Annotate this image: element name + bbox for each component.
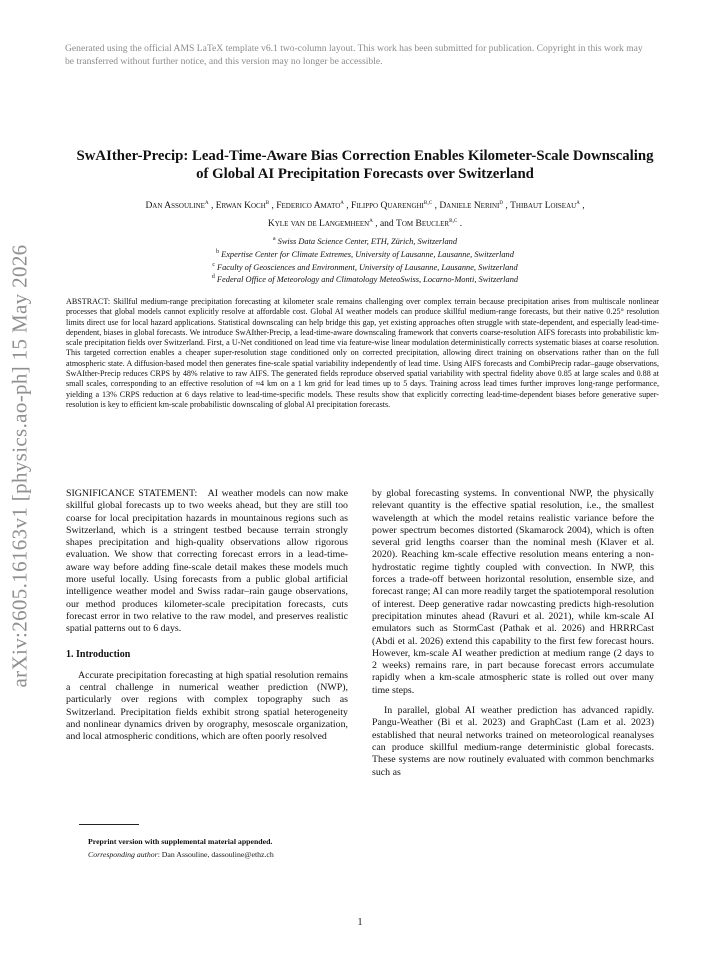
intro-paragraph: Accurate precipitation forecasting at high spatial resolution remains a central challenge in numerical weather prediction (NWP), particularly over regions with complex topography such as Switzerland. Precipitation fields exhibit strong spatial heterogeneity and nonlinear dynamics driven by orography, mesoscale organization, and local atmospheric conditions, which are often poorly resolved xyxy=(66,669,348,743)
paper-title: SwAIther-Precip: Lead-Time-Aware Bias Correction Enables Kilometer-Scale Downscaling of Global AI Precipitation Forecasts over Switzerland xyxy=(76,148,654,182)
preprint-note: Preprint version with supplemental material appended. xyxy=(88,837,273,846)
significance-text: AI weather models can now make skillful global forecasts up to two weeks ahead, but they are still too coarse for local precipitation hazards in mountainous regions such as Switzerland, which is a stringent testbed because terrain strongly shapes precipitation and high-quality observations allow rigorous evaluation. We show that correcting forecast errors in a lead-time-aware way before adding fine-scale detail makes these models much more useful locally. Using forecasts from a public global artificial intelligence weather model and Swiss radar–rain gauge observations, our method produces kilometer-scale precipitation forecasts, cuts forecast error in two relative to the raw model, and preserves realistic spatial patterns out to 6 days. xyxy=(66,488,348,635)
footnote xyxy=(88,836,358,861)
affiliation: $^a$ Swiss Data Science Center, ETH, Zürich, Switzerland xyxy=(272,236,458,246)
author: Erwan Koch$^b$ xyxy=(215,199,270,212)
affiliations xyxy=(70,234,660,285)
intro-paragraph: In parallel, global AI weather prediction has advanced rapidly. Pangu-Weather (Bi et al. 2023) and GraphCast (Lam et al. 2023) established that neural networks trained on meteorological reanalyses can produce skillful medium-range deterministic global forecasts. These systems are now routinely evaluated with common benchmarks such as xyxy=(372,705,654,778)
author: Kyle van de Langemheen$^a$ xyxy=(267,216,373,229)
author: Daniele Nerini$^d$ xyxy=(439,199,503,212)
significance-label: SIGNIFICANCE STATEMENT: xyxy=(66,488,198,499)
affiliation: $^b$ Expertise Center for Climate Extremes, University of Lausanne, Lausanne, Switzerland xyxy=(216,248,514,259)
author-list: Dan Assouline$^a$ , Erwan Koch$^b$ , Federico Amato$^a$ , Filippo Quarenghi$^{b,c}$ , Daniele Nerini$^d$ , Thibaut Loiseau$^a$ , Kyle van de Langemheen$^a$ , and Tom Beucler$^{b,c}$ . xyxy=(145,199,585,229)
author: Thibaut Loiseau$^a$ xyxy=(510,199,580,212)
author: Federico Amato$^a$ xyxy=(276,199,344,212)
intro-paragraph-continued: by global forecasting systems. In conventional NWP, the physically relevant quantity is the effective spatial resolution, i.e., the smallest wavelength at which the model retains realistic variance before the power spectrum becomes distorted (Skamarock 2004), which is often several grid lengths coarser than the nominal mesh (Klaver et al. 2020). Reaching km-scale effective resolution means entering a non-hydrostatic regime tightly coupled with convection. In NWP, this forces a trade-off between horizontal resolution, ensemble size, and forecast range; AI can more readily target the spatiotemporal resolution of interest. Deep generative radar nowcasting predicts high-resolution precipitation minutes ahead (Ravuri et al. 2021), while km-scale AI emulators such as StormCast (Pathak et al. 2026) and HRRRCast (Abdi et al. 2026) extend this capability to the first few forecast hours. However, km-scale AI weather prediction at medium range (2 days to 2 weeks) remains rare, in part because forecast errors accumulate rapidly when a km-scale atmospheric state is rolled out over many time steps. xyxy=(372,488,654,696)
right-column xyxy=(372,488,654,779)
arxiv-identifier: arXiv:2605.16163v1 [physics.ao-ph] 15 May 2026 xyxy=(7,244,32,688)
arxiv-stamp xyxy=(1,228,39,704)
abstract: ABSTRACT: Skillful medium-range precipitation forecasting at kilometer scale remains challenging over complex terrain because precipitation arises from multiscale nonlinear processes that global models cannot explicitly resolve at affordable cost. Global AI weather models can produce skillful medium-range forecasts, but their native 0.25° resolution limits direct use for local hazard applications. Statistical downscaling can help bridge this gap, yet existing approaches often struggle with state-dependent, and especially lead-time-dependent, biases in global forecasts. We introduce SwAIther-Precip, a lead-time-aware downscaling framework that converts coarse-resolution AIFS forecasts into probabilistic km-scale precipitation fields over Switzerland. First, a U-Net conditioned on lead time via feature-wise linear modulation deterministically corrects systematic biases at coarse resolution. This targeted correction enables a cheaper super-resolution stage conditioned only on corrected precipitation, allowing direct training on observations rather than on the full atmospheric state. A diffusion-based model then generates fine-scale spatial variability independently of lead time. Using AIFS forecasts and CombiPrecip radar–gauge observations, SwAIther-Precip reduces CRPS by 48% relative to raw AIFS. The generated fields reproduce observed spatial variability with spectral fidelity above 0.85 at large scales and 0.88 at small scales, corresponding to an effective resolution of ≈4 km on a 1 km grid for lead times up to 5 days. Training across lead times further improves long-range performance, yielding a 13% CRPS reduction at 6 days relative to lead-time-specific models. These results show that explicitly correcting lead-time-dependent biases before generative super-resolution is key to efficient km-scale probabilistic downscaling of global AI precipitation forecasts. xyxy=(66,297,659,409)
author: Tom Beucler$^{b,c}$ xyxy=(396,216,458,229)
author: Filippo Quarenghi$^{b,c}$ xyxy=(351,199,433,212)
section-heading: 1. Introduction xyxy=(66,648,131,660)
generation-notice: Generated using the official AMS LaTeX template v6.1 two-column layout. This work has been submitted for publication. Copyright in this work may be transferred without further notice, and this version may no longer be accessible. xyxy=(65,43,643,67)
left-column xyxy=(66,488,348,744)
affiliation: $^c$ Faculty of Geosciences and Environment, University of Lausanne, Lausanne, Switzerland xyxy=(212,261,518,272)
affiliation: $^d$ Federal Office of Meteorology and Climatology MeteoSwiss, Locarno-Monti, Switzerland xyxy=(211,274,519,285)
author: Dan Assouline$^a$ xyxy=(145,199,209,212)
footnote-divider xyxy=(79,824,139,825)
corresponding-author: Corresponding author: Dan Assouline, dassouline@ethz.ch xyxy=(88,849,274,859)
page-number: 1 xyxy=(357,917,363,928)
significance-statement xyxy=(66,488,348,636)
